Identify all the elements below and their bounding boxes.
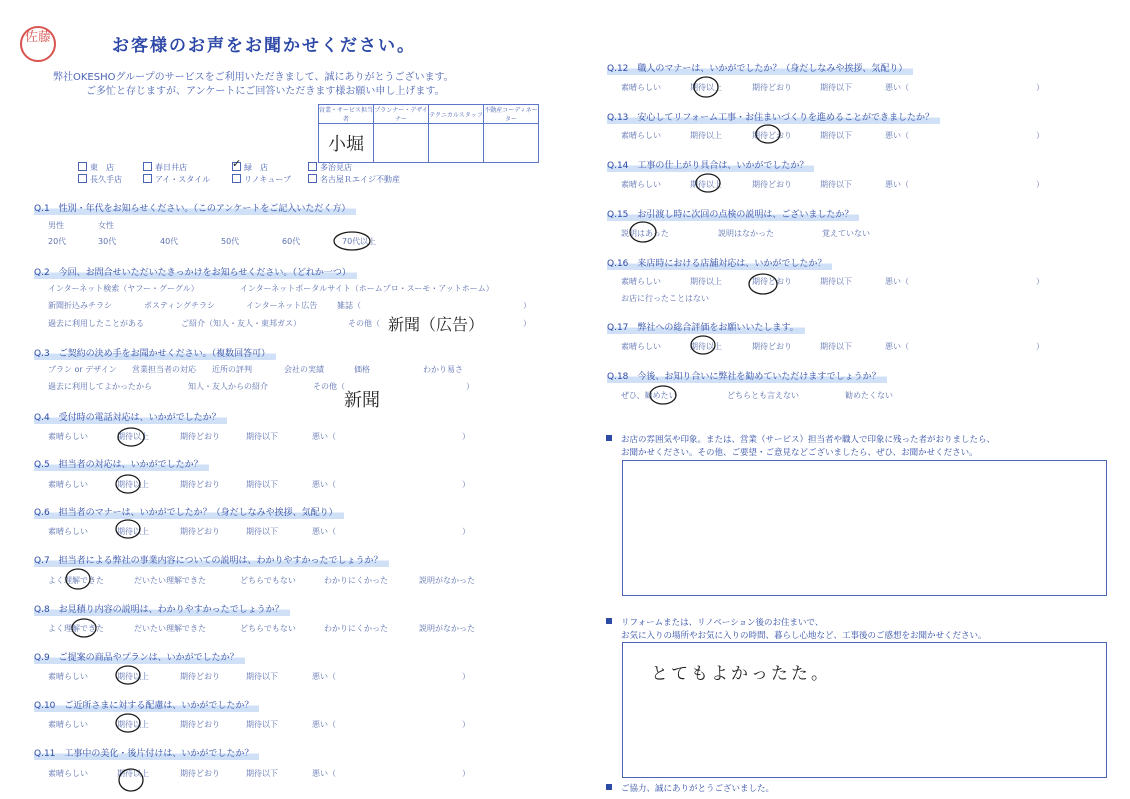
question-4-heading: Q.4 受付時の電話対応は、いかがでしたか？ xyxy=(34,410,227,424)
question-2-option[interactable]: インターネット広告 xyxy=(246,301,318,310)
question-1-option[interactable]: 女性 xyxy=(98,221,114,230)
question-13-option[interactable]: 悪い（ xyxy=(885,131,909,140)
question-6-option[interactable]: 期待以下 xyxy=(246,527,278,536)
question-3-option[interactable]: 営業担当者の対応 xyxy=(132,365,196,374)
question-4-option[interactable]: 期待どおり xyxy=(180,432,220,441)
question-1-option[interactable]: 20代 xyxy=(48,237,67,246)
shop-option[interactable]: アイ・スタイル xyxy=(143,174,210,185)
question-2-option[interactable]: ご紹介（知人・友人・東邦ガス） xyxy=(181,319,301,328)
option-close-paren: ） xyxy=(462,432,470,441)
question-6-heading: Q.6 担当者のマナーは、いかがでしたか？（身だしなみや挨拶、気配り） xyxy=(34,505,344,519)
circle-mark-q15 xyxy=(630,222,656,242)
question-6-option[interactable]: 素晴らしい xyxy=(48,527,88,536)
question-11-option[interactable]: 期待以下 xyxy=(246,769,278,778)
question-3-option[interactable]: 会社の実績 xyxy=(284,365,324,374)
circle-mark-q16 xyxy=(749,274,777,294)
question-3-option[interactable]: 近所の評判 xyxy=(212,365,252,374)
shop-option[interactable]: リノキューブ xyxy=(232,174,291,185)
staff-header-technical: テクニカルスタッフ xyxy=(429,105,484,124)
question-6-option[interactable]: 期待どおり xyxy=(180,527,220,536)
question-10-heading: Q.10 ご近所さまに対する配慮は、いかがでしたか？ xyxy=(34,698,259,712)
question-17-option[interactable]: 期待どおり xyxy=(752,342,792,351)
shop-option[interactable]: 多治見店 xyxy=(308,162,352,173)
question-8-option[interactable]: だいたい理解できた xyxy=(134,624,206,633)
question-16-option[interactable]: 期待どおり xyxy=(752,277,792,286)
question-9-option[interactable]: 素晴らしい xyxy=(48,672,88,681)
question-17-heading: Q.17 弊社への総合評価をお願いいたします。 xyxy=(607,320,805,334)
question-8-heading: Q.8 お見積り内容の説明は、わかりやすかったでしょうか？ xyxy=(34,602,290,616)
question-18-heading: Q.18 今後、お知り合いに弊社を勧めていただけますでしょうか？ xyxy=(607,369,887,383)
question-3-option[interactable]: 過去に利用してよかったから xyxy=(48,382,152,391)
question-10-option[interactable]: 期待以下 xyxy=(246,720,278,729)
question-11-option[interactable]: 期待以上 xyxy=(117,769,149,778)
question-15-option[interactable]: 説明はなかった xyxy=(718,229,774,238)
question-3-option[interactable]: その他（ xyxy=(313,382,345,391)
question-1-option[interactable]: 40代 xyxy=(160,237,179,246)
question-14-option[interactable]: 悪い（ xyxy=(885,180,909,189)
question-11-option[interactable]: 悪い（ xyxy=(312,769,336,778)
question-2-option[interactable]: 新聞折込みチラシ xyxy=(48,301,112,310)
option-close-paren: ） xyxy=(462,720,470,729)
comment-1-prompt-line-1: お店の雰囲気や印象。または、営業（サービス）担当者や職人で印象に残った者がおりましたら、 xyxy=(621,435,996,445)
option-close-paren: ） xyxy=(462,480,470,489)
question-12-option[interactable]: 期待どおり xyxy=(752,83,792,92)
circle-mark-q17 xyxy=(691,336,715,354)
question-17-option[interactable]: 期待以上 xyxy=(690,342,722,351)
question-14-option[interactable]: 期待以上 xyxy=(690,180,722,189)
question-2-option[interactable]: その他（ xyxy=(348,319,380,328)
question-2-option[interactable]: インターネット検索（ヤフー・グーグル） xyxy=(48,284,199,293)
question-14-option[interactable]: 素晴らしい xyxy=(621,180,661,189)
staff-header-planner: プランナー・デザイナー xyxy=(374,105,429,124)
question-13-option[interactable]: 期待以下 xyxy=(820,131,852,140)
option-close-paren: ） xyxy=(1036,342,1044,351)
question-3-option[interactable]: 価格 xyxy=(354,365,370,374)
shop-option-checked[interactable]: ✓ 緑 店 xyxy=(232,157,268,172)
question-2-heading: Q.2 今回、お問合せいただいたきっかけをお知らせください。（どれか一つ） xyxy=(34,265,357,279)
option-close-paren: ） xyxy=(462,672,470,681)
question-5-option[interactable]: 期待どおり xyxy=(180,480,220,489)
question-5-option[interactable]: 悪い（ xyxy=(312,480,336,489)
question-8-option[interactable]: どちらでもない xyxy=(240,624,296,633)
question-12-heading: Q.12 職人のマナーは、いかがでしたか？（身だしなみや挨拶、気配り） xyxy=(607,61,913,75)
option-close-paren: ） xyxy=(1036,180,1044,189)
question-13-option[interactable]: 期待どおり xyxy=(752,131,792,140)
circle-mark-q13 xyxy=(756,125,780,143)
question-4-option[interactable]: 素晴らしい xyxy=(48,432,88,441)
question-11-heading: Q.11 工事中の美化・後片付けは、いかがでしたか？ xyxy=(34,746,259,760)
question-18-option[interactable]: どちらとも言えない xyxy=(727,391,799,400)
circle-mark-q12 xyxy=(694,77,718,97)
question-2-option[interactable]: ポスティングチラシ xyxy=(144,301,216,310)
staff-header-realestate: 不動産コーディネーター xyxy=(484,105,539,124)
question-7-heading: Q.7 担当者による弊社の事業内容についての説明は、わかりやすかったでしょうか？ xyxy=(34,553,389,567)
circle-mark-q18 xyxy=(650,386,676,404)
question-16-option[interactable]: 期待以上 xyxy=(690,277,722,286)
question-13-heading: Q.13 安心してリフォーム工事・お住まいづくりを進めることができましたか？ xyxy=(607,110,940,124)
question-5-heading: Q.5 担当者の対応は、いかがでしたか？ xyxy=(34,457,209,471)
question-9-option[interactable]: 期待以上 xyxy=(117,672,149,681)
question-6-option[interactable]: 期待以上 xyxy=(117,527,149,536)
question-2-option[interactable]: 雑誌（ xyxy=(337,301,361,310)
page-title: お客様のお声をお聞かせください。 xyxy=(112,36,416,56)
circle-mark-q9 xyxy=(116,666,140,684)
closing-text: ご協力、誠にありがとうございました。 xyxy=(621,784,775,794)
question-17-option[interactable]: 素晴らしい xyxy=(621,342,661,351)
question-10-option[interactable]: 期待どおり xyxy=(180,720,220,729)
staff-header-sales: 営業・サービス担当者 xyxy=(319,105,374,124)
shop-option[interactable]: 名古屋Ｒエイジ不動産 xyxy=(308,174,400,185)
comment-2-answer: とてもよかったた。 xyxy=(651,664,831,684)
question-13-option[interactable]: 期待以上 xyxy=(690,131,722,140)
option-close-paren: ） xyxy=(1036,131,1044,140)
circle-mark-q6 xyxy=(116,520,140,538)
option-close-paren: ） xyxy=(1036,277,1044,286)
intro-line-2: ご多忙と存じますが、アンケートにご回答いただきます様お願い申し上げます。 xyxy=(86,86,445,97)
question-13-option[interactable]: 素晴らしい xyxy=(621,131,661,140)
option-close-paren: ） xyxy=(462,527,470,536)
question-12-option[interactable]: 素晴らしい xyxy=(621,83,661,92)
question-9-option[interactable]: 悪い（ xyxy=(312,672,336,681)
seal-stamp: 佐藤 xyxy=(20,26,56,62)
question-10-option[interactable]: 素晴らしい xyxy=(48,720,88,729)
question-15-option[interactable]: 説明はあった xyxy=(621,229,669,238)
question-15-heading: Q.15 お引渡し時に次回の点検の説明は、ございましたか？ xyxy=(607,207,859,221)
question-8-option[interactable]: よく理解できた xyxy=(48,624,104,633)
circle-mark-q14 xyxy=(696,174,720,192)
shop-option[interactable]: 東 店 xyxy=(78,162,114,173)
question-11-option[interactable]: 素晴らしい xyxy=(48,769,88,778)
shop-option[interactable]: 春日井店 xyxy=(143,162,187,173)
question-4-option[interactable]: 期待以下 xyxy=(246,432,278,441)
question-16-option[interactable]: 素晴らしい xyxy=(621,277,661,286)
question-7-option[interactable]: わかりにくかった xyxy=(324,576,388,585)
question-8-option[interactable]: わかりにくかった xyxy=(324,624,388,633)
circle-mark-q8 xyxy=(72,619,96,637)
option-close-paren: ） xyxy=(1036,83,1044,92)
question-1-heading: Q.1 性別・年代をお知らせください。（このアンケートをご記入いただく方） xyxy=(34,201,356,215)
question-5-option[interactable]: 期待以下 xyxy=(246,480,278,489)
question-10-option[interactable]: 期待以上 xyxy=(117,720,149,729)
question-14-option[interactable]: 期待以下 xyxy=(820,180,852,189)
question-16-option[interactable]: 期待以下 xyxy=(820,277,852,286)
option-close-paren: ） xyxy=(466,382,474,391)
checked-checkbox-icon[interactable]: ✓ xyxy=(232,157,242,170)
question-9-option[interactable]: 期待どおり xyxy=(180,672,220,681)
question-7-option[interactable]: どちらでもない xyxy=(240,576,296,585)
circle-mark-q11 xyxy=(119,769,143,791)
q3-other-handwriting: 新聞 xyxy=(344,390,380,411)
question-3-option[interactable]: わかり易さ xyxy=(423,365,463,374)
question-17-option[interactable]: 期待以下 xyxy=(820,342,852,351)
question-3-heading: Q.3 ご契約の決め手をお聞かせください。（複数回答可） xyxy=(34,346,276,360)
question-9-option[interactable]: 期待以下 xyxy=(246,672,278,681)
question-2-option[interactable]: 過去に利用したことがある xyxy=(48,319,144,328)
question-2-option[interactable]: インターネットポータルサイト（ホームプロ・スーモ・アットホーム） xyxy=(240,284,494,293)
question-16-option[interactable]: お店に行ったことはない xyxy=(621,294,709,303)
option-close-paren: ） xyxy=(523,319,531,328)
question-14-option[interactable]: 期待どおり xyxy=(752,180,792,189)
question-3-option[interactable]: 知人・友人からの紹介 xyxy=(188,382,268,391)
question-5-option[interactable]: 期待以上 xyxy=(117,480,149,489)
option-close-paren: ） xyxy=(462,769,470,778)
question-7-option[interactable]: だいたい理解できた xyxy=(134,576,206,585)
question-16-heading: Q.16 来店時における店舗対応は、いかがでしたか？ xyxy=(607,256,832,270)
intro-line-1: 弊社OKESHOグループのサービスをご利用いただきまして、誠にありがとうございます。 xyxy=(53,72,454,83)
option-close-paren: ） xyxy=(523,301,531,310)
question-9-heading: Q.9 ご提案の商品やプランは、いかがでしたか？ xyxy=(34,650,245,664)
circle-mark-q1 xyxy=(334,232,370,250)
question-3-option[interactable]: プラン or デザイン xyxy=(48,365,117,374)
shop-option[interactable]: 長久手店 xyxy=(78,174,122,185)
question-7-option[interactable]: よく理解できた xyxy=(48,576,104,585)
circle-mark-q10 xyxy=(116,714,140,732)
comment-2-prompt-line-2: お気に入りの場所やお気に入りの時間、暮らし心地など、工事後のご感想をお聞かせください。 xyxy=(621,631,987,641)
question-17-option[interactable]: 悪い（ xyxy=(885,342,909,351)
question-18-option[interactable]: ぜひ、勧めたい xyxy=(621,391,677,400)
question-18-option[interactable]: 勧めたくない xyxy=(845,391,893,400)
q2-other-handwriting: 新聞（広告） xyxy=(388,315,485,334)
question-16-option[interactable]: 悪い（ xyxy=(885,277,909,286)
question-10-option[interactable]: 悪い（ xyxy=(312,720,336,729)
question-1-option[interactable]: 男性 xyxy=(48,221,64,230)
circle-mark-q7 xyxy=(66,569,90,589)
comment-2-prompt-line-1: リフォームまたは、リノベーション後のお住まいで、 xyxy=(621,618,824,628)
question-5-option[interactable]: 素晴らしい xyxy=(48,480,88,489)
question-12-option[interactable]: 期待以下 xyxy=(820,83,852,92)
question-4-option[interactable]: 期待以上 xyxy=(117,432,149,441)
question-14-heading: Q.14 工事の仕上がり具合は、いかがでしたか？ xyxy=(607,158,814,172)
question-8-option[interactable]: 説明がなかった xyxy=(419,624,475,633)
question-1-option[interactable]: 50代 xyxy=(221,237,240,246)
question-6-option[interactable]: 悪い（ xyxy=(312,527,336,536)
circle-mark-q4 xyxy=(118,428,144,446)
question-12-option[interactable]: 期待以上 xyxy=(690,83,722,92)
question-4-option[interactable]: 悪い（ xyxy=(312,432,336,441)
question-1-option[interactable]: 60代 xyxy=(282,237,301,246)
staff-value-sales[interactable]: 小堀 xyxy=(319,124,374,163)
question-12-option[interactable]: 悪い（ xyxy=(885,83,909,92)
question-1-option[interactable]: 30代 xyxy=(98,237,117,246)
circle-mark-q5 xyxy=(116,475,140,493)
question-7-option[interactable]: 説明がなかった xyxy=(419,576,475,585)
comment-1-prompt-line-2: お聞かせください。その他、ご要望・ご意見などございましたら、ぜひ、お聞かせください。 xyxy=(621,448,978,458)
question-15-option[interactable]: 覚えていない xyxy=(822,229,870,238)
question-11-option[interactable]: 期待どおり xyxy=(180,769,220,778)
question-1-option[interactable]: 70代以上 xyxy=(342,237,377,246)
